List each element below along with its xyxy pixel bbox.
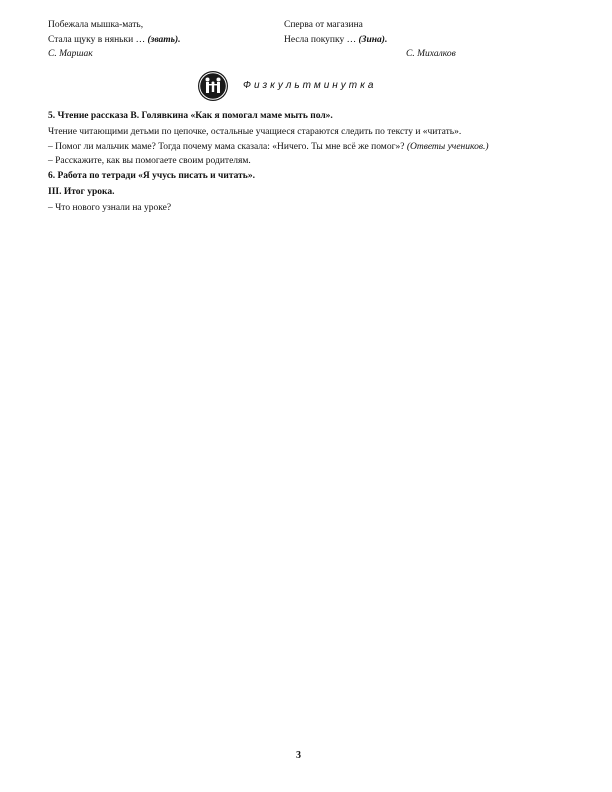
poem-right-answer: (Зина). — [358, 35, 388, 45]
section-6-heading: 6. Работа по тетради «Я учусь писать и читать». — [48, 171, 255, 181]
poem-left-author: С. Маршак — [48, 49, 93, 59]
section-5-line-1: Чтение читающими детьми по цепочке, остальные учащиеся стараются следить по тексту и «читать». — [48, 127, 462, 137]
section-5-line-2 — [48, 141, 489, 153]
section-5-heading: 5. Чтение рассказа В. Голявкина «Как я помогал маме мыть пол». — [48, 111, 333, 121]
poem-left-line-2 — [48, 34, 181, 46]
section-3-heading: III. Итог урока. — [48, 187, 115, 197]
section-3-line-1: – Что нового узнали на уроке? — [48, 203, 172, 213]
section-title-fizkultminutka: Физкультминутка — [243, 80, 377, 91]
poem-left-answer: (звать). — [147, 35, 181, 45]
poem-left-line-1: Побежала мышка-мать, — [48, 20, 144, 30]
poem-right-line-2 — [284, 34, 387, 46]
poem-right-line-2-text: Несла покупку … — [284, 35, 357, 45]
family-icon — [197, 70, 229, 102]
poem-right-author: С. Михалков — [406, 49, 456, 59]
section-5-line-2-text: – Помог ли мальчик маме? Тогда почему мама сказала: «Ничего. Ты мне всё же помог»? — [48, 142, 405, 152]
section-5-line-3: – Расскажите, как вы помогаете своим родителям. — [48, 156, 251, 166]
section-5-answer: (Ответы учеников.) — [406, 142, 489, 152]
page-number: 3 — [296, 750, 301, 761]
poem-left-line-2-text: Стала щуку в няньки … — [48, 35, 146, 45]
poem-right-line-1: Сперва от магазина — [284, 20, 363, 30]
